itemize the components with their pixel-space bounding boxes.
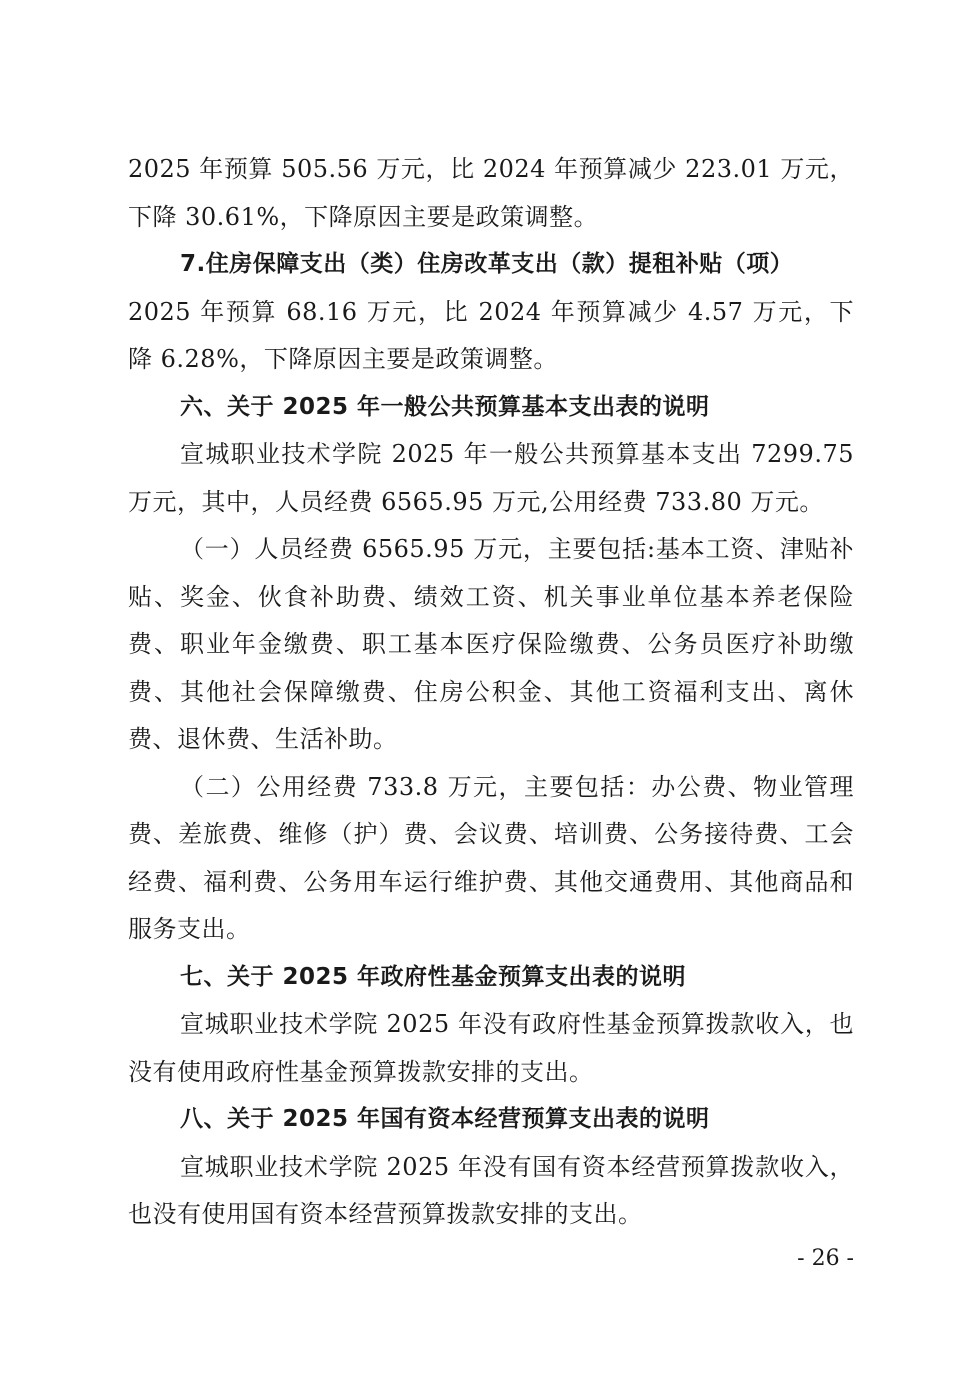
section-heading-seven: 七、关于 2025 年政府性基金预算支出表的说明 bbox=[180, 963, 687, 990]
section-heading-eight: 八、关于 2025 年国有资本经营预算支出表的说明 bbox=[180, 1106, 710, 1132]
page-number: - 26 - bbox=[797, 1246, 854, 1271]
paragraph-government-fund: 宣城职业技术学院 2025 年没有政府性基金预算拨款收入，也没有使用政府性基金预算拨款安排的支出。 bbox=[128, 1010, 854, 1086]
paragraph-basic-expenditure: 宣城职业技术学院 2025 年一般公共预算基本支出 7299.75 万元，其中，人员经费 6565.95 万元,公用经费 733.80 万元。 bbox=[128, 440, 854, 516]
paragraph-personnel-expenses: （一）人员经费 6565.95 万元，主要包括:基本工资、津贴补贴、奖金、伙食补助费、绩效工资、机关事业单位基本养老保险费、职业年金缴费、职工基本医疗保险缴费、公务员医疗补助缴费、其他社会保障缴费、住房公积金、其他工资福利支出、离休费、退休费、生活补助。 bbox=[128, 535, 854, 753]
section-heading-rent-subsidy: 7.住房保障支出（类）住房改革支出（款）提租补贴（项） bbox=[180, 251, 794, 277]
document-body bbox=[128, 146, 854, 1239]
paragraph-public-expenses: （二）公用经费 733.8 万元，主要包括：办公费、物业管理费、差旅费、维修（护）费、会议费、培训费、公务接待费、工会经费、福利费、公务用车运行维护费、其他交通费用、其他商品和服务支出。 bbox=[128, 772, 854, 943]
paragraph-rent-subsidy: 2025 年预算 68.16 万元，比 2024 年预算减少 4.57 万元，下降 6.28%，下降原因主要是政策调整。 bbox=[128, 297, 854, 373]
section-heading-six: 六、关于 2025 年一般公共预算基本支出表的说明 bbox=[180, 393, 710, 420]
paragraph-housing-support-summary: 2025 年预算 505.56 万元，比 2024 年预算减少 223.01 万元，下降 30.61%，下降原因主要是政策调整。 bbox=[128, 155, 854, 231]
paragraph-state-capital: 宣城职业技术学院 2025 年没有国有资本经营预算拨款收入，也没有使用国有资本经营预算拨款安排的支出。 bbox=[128, 1152, 854, 1228]
